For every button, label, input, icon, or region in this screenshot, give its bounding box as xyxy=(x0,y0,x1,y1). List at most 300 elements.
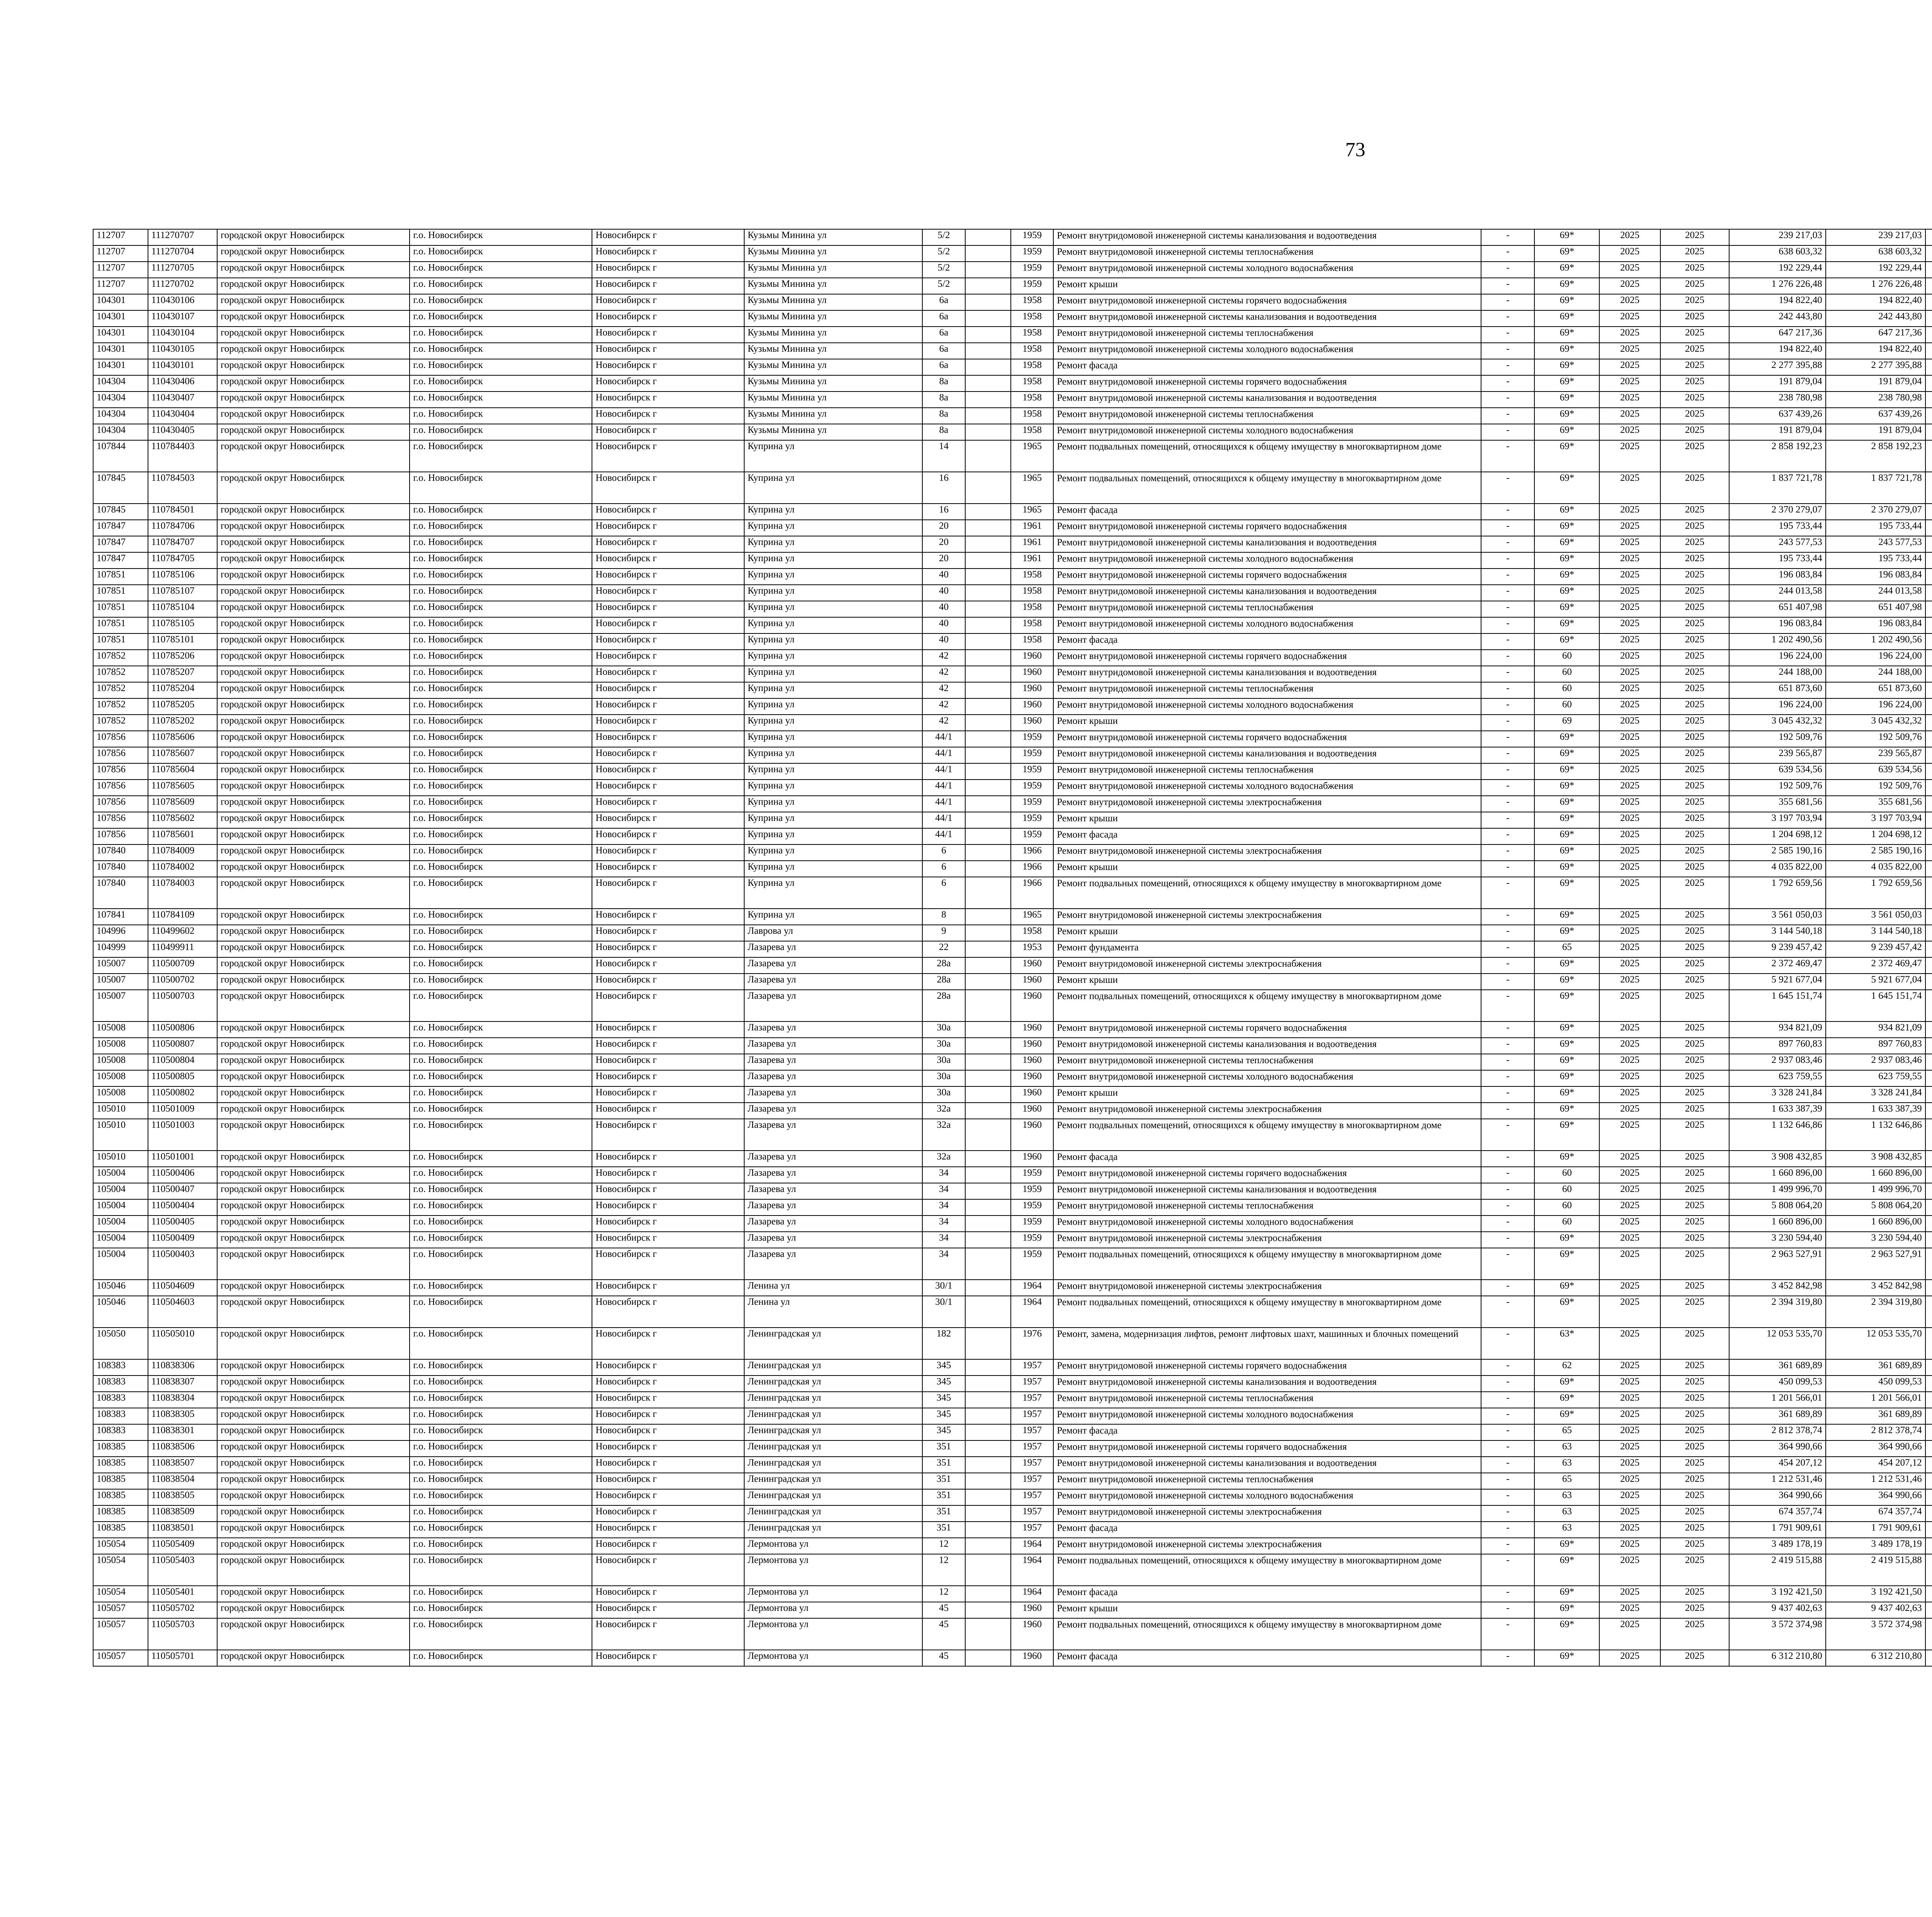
plan-year-from-cell: 2025 xyxy=(1599,1328,1660,1359)
district-cell: городской округ Новосибирск xyxy=(217,1070,410,1086)
district-cell: городской округ Новосибирск xyxy=(217,1328,410,1359)
total-cost-cell: 3 908 432,85 xyxy=(1729,1151,1826,1167)
house-number-cell: 8 xyxy=(922,909,965,925)
plan-year-from-cell: 2025 xyxy=(1599,1119,1660,1151)
year-built-cell: 1960 xyxy=(1011,1618,1053,1650)
building-cell xyxy=(965,504,1011,520)
wear-cell: 69* xyxy=(1534,278,1599,294)
house-id-cell: 107856 xyxy=(93,812,148,828)
building-cell xyxy=(965,1280,1011,1296)
house-id-cell: 107840 xyxy=(93,844,148,861)
fund-cost-cell: 651 407,98 xyxy=(1826,601,1925,617)
house-id-cell: 105046 xyxy=(93,1296,148,1328)
year-built-cell: 1960 xyxy=(1011,1602,1053,1618)
plan-year-from-cell: 2025 xyxy=(1599,1199,1660,1216)
district-cell: городской округ Новосибирск xyxy=(217,1489,410,1505)
wear-cell: 69* xyxy=(1534,1103,1599,1119)
table-row xyxy=(93,650,1932,666)
table-row xyxy=(93,1328,1932,1359)
building-cell xyxy=(965,1650,1011,1666)
building-cell xyxy=(965,747,1011,763)
district-cell: городской округ Новосибирск xyxy=(217,1021,410,1038)
work-type-cell: Ремонт крыши xyxy=(1053,1602,1481,1618)
table-row xyxy=(93,536,1932,552)
house-id-cell: 107841 xyxy=(93,909,148,925)
wear-cell: 69* xyxy=(1534,1119,1599,1151)
table-row xyxy=(93,1376,1932,1392)
house-id-cell: 112707 xyxy=(93,229,148,245)
table-row xyxy=(93,245,1932,262)
work-code-cell: 110784003 xyxy=(148,877,217,909)
district-cell: городской округ Новосибирск xyxy=(217,1473,410,1489)
district-cell: городской округ Новосибирск xyxy=(217,1151,410,1167)
source-1-cell xyxy=(1925,520,1932,536)
year-built-cell: 1960 xyxy=(1011,715,1053,731)
mark-cell: - xyxy=(1481,633,1534,650)
fund-cost-cell: 242 443,80 xyxy=(1826,310,1925,327)
year-built-cell: 1959 xyxy=(1011,796,1053,812)
locality-cell: Новосибирск г xyxy=(592,245,744,262)
source-1-cell xyxy=(1925,1424,1932,1440)
total-cost-cell: 195 733,44 xyxy=(1729,520,1826,536)
total-cost-cell: 1 660 896,00 xyxy=(1729,1216,1826,1232)
locality-cell: Новосибирск г xyxy=(592,1232,744,1248)
wear-cell: 69* xyxy=(1534,990,1599,1021)
house-id-cell: 104301 xyxy=(93,327,148,343)
table-row xyxy=(93,1408,1932,1424)
locality-cell: Новосибирск г xyxy=(592,1650,744,1666)
table-row xyxy=(93,585,1932,601)
wear-cell: 69* xyxy=(1534,1586,1599,1602)
building-cell xyxy=(965,1554,1011,1586)
plan-year-to-cell: 2025 xyxy=(1660,796,1729,812)
district-cell: городской округ Новосибирск xyxy=(217,1457,410,1473)
city-district-cell: г.о. Новосибирск xyxy=(410,294,592,310)
street-cell: Лермонтова ул xyxy=(744,1538,923,1554)
locality-cell: Новосибирск г xyxy=(592,1602,744,1618)
work-code-cell: 110838506 xyxy=(148,1440,217,1457)
locality-cell: Новосибирск г xyxy=(592,1021,744,1038)
work-code-cell: 110505701 xyxy=(148,1650,217,1666)
work-type-cell: Ремонт фундамента xyxy=(1053,941,1481,957)
mark-cell: - xyxy=(1481,1199,1534,1216)
plan-year-from-cell: 2025 xyxy=(1599,925,1660,941)
fund-cost-cell: 2 585 190,16 xyxy=(1826,844,1925,861)
table-row xyxy=(93,1457,1932,1473)
building-cell xyxy=(965,1424,1011,1440)
source-1-cell xyxy=(1925,1473,1932,1489)
plan-year-to-cell: 2025 xyxy=(1660,1408,1729,1424)
year-built-cell: 1961 xyxy=(1011,520,1053,536)
wear-cell: 65 xyxy=(1534,1424,1599,1440)
source-1-cell xyxy=(1925,650,1932,666)
house-id-cell: 107845 xyxy=(93,472,148,504)
locality-cell: Новосибирск г xyxy=(592,310,744,327)
work-code-cell: 110838505 xyxy=(148,1489,217,1505)
work-type-cell: Ремонт, замена, модернизация лифтов, ремонт лифтовых шахт, машинных и блочных помещений xyxy=(1053,1328,1481,1359)
mark-cell: - xyxy=(1481,1408,1534,1424)
city-district-cell: г.о. Новосибирск xyxy=(410,666,592,682)
source-1-cell xyxy=(1925,1232,1932,1248)
work-type-cell: Ремонт внутридомовой инженерной системы электроснабжения xyxy=(1053,844,1481,861)
table-row xyxy=(93,990,1932,1021)
work-type-cell: Ремонт внутридомовой инженерной системы канализования и водоотведения xyxy=(1053,1376,1481,1392)
wear-cell: 69* xyxy=(1534,877,1599,909)
work-type-cell: Ремонт внутридомовой инженерной системы горячего водоснабжения xyxy=(1053,1021,1481,1038)
plan-year-to-cell: 2025 xyxy=(1660,666,1729,682)
district-cell: городской округ Новосибирск xyxy=(217,601,410,617)
total-cost-cell: 2 858 192,23 xyxy=(1729,440,1826,472)
city-district-cell: г.о. Новосибирск xyxy=(410,520,592,536)
fund-cost-cell: 1 202 490,56 xyxy=(1826,633,1925,650)
work-type-cell: Ремонт внутридомовой инженерной системы канализования и водоотведения xyxy=(1053,1038,1481,1054)
house-id-cell: 107856 xyxy=(93,731,148,747)
building-cell xyxy=(965,861,1011,877)
district-cell: городской округ Новосибирск xyxy=(217,375,410,392)
wear-cell: 69* xyxy=(1534,375,1599,392)
source-1-cell xyxy=(1925,861,1932,877)
year-built-cell: 1964 xyxy=(1011,1586,1053,1602)
total-cost-cell: 196 083,84 xyxy=(1729,569,1826,585)
plan-year-from-cell: 2025 xyxy=(1599,440,1660,472)
year-built-cell: 1957 xyxy=(1011,1408,1053,1424)
work-type-cell: Ремонт крыши xyxy=(1053,1086,1481,1103)
table-row xyxy=(93,1183,1932,1199)
table-row xyxy=(93,1021,1932,1038)
locality-cell: Новосибирск г xyxy=(592,633,744,650)
street-cell: Ленинградская ул xyxy=(744,1440,923,1457)
source-1-cell xyxy=(1925,327,1932,343)
wear-cell: 69* xyxy=(1534,1650,1599,1666)
locality-cell: Новосибирск г xyxy=(592,1554,744,1586)
plan-year-to-cell: 2025 xyxy=(1660,440,1729,472)
total-cost-cell: 637 439,26 xyxy=(1729,408,1826,424)
work-type-cell: Ремонт фасада xyxy=(1053,1151,1481,1167)
year-built-cell: 1957 xyxy=(1011,1457,1053,1473)
plan-year-to-cell: 2025 xyxy=(1660,1183,1729,1199)
house-number-cell: 40 xyxy=(922,633,965,650)
plan-year-to-cell: 2025 xyxy=(1660,601,1729,617)
street-cell: Лазарева ул xyxy=(744,1103,923,1119)
table-row xyxy=(93,844,1932,861)
building-cell xyxy=(965,1392,1011,1408)
street-cell: Кузьмы Минина ул xyxy=(744,310,923,327)
mark-cell: - xyxy=(1481,1216,1534,1232)
street-cell: Кузьмы Минина ул xyxy=(744,375,923,392)
source-1-cell xyxy=(1925,715,1932,731)
mark-cell: - xyxy=(1481,245,1534,262)
year-built-cell: 1966 xyxy=(1011,861,1053,877)
street-cell: Куприна ул xyxy=(744,601,923,617)
plan-year-from-cell: 2025 xyxy=(1599,796,1660,812)
fund-cost-cell: 651 873,60 xyxy=(1826,682,1925,698)
year-built-cell: 1960 xyxy=(1011,1021,1053,1038)
locality-cell: Новосибирск г xyxy=(592,1280,744,1296)
house-number-cell: 42 xyxy=(922,650,965,666)
building-cell xyxy=(965,1376,1011,1392)
source-1-cell xyxy=(1925,1602,1932,1618)
city-district-cell: г.о. Новосибирск xyxy=(410,974,592,990)
district-cell: городской округ Новосибирск xyxy=(217,925,410,941)
source-1-cell xyxy=(1925,617,1932,633)
wear-cell: 69* xyxy=(1534,957,1599,974)
year-built-cell: 1965 xyxy=(1011,504,1053,520)
fund-cost-cell: 244 188,00 xyxy=(1826,666,1925,682)
wear-cell: 69* xyxy=(1534,343,1599,359)
source-1-cell xyxy=(1925,343,1932,359)
plan-year-from-cell: 2025 xyxy=(1599,1392,1660,1408)
fund-cost-cell: 243 577,53 xyxy=(1826,536,1925,552)
city-district-cell: г.о. Новосибирск xyxy=(410,796,592,812)
district-cell: городской округ Новосибирск xyxy=(217,861,410,877)
work-code-cell: 110785204 xyxy=(148,682,217,698)
building-cell xyxy=(965,1505,1011,1522)
plan-year-from-cell: 2025 xyxy=(1599,1602,1660,1618)
wear-cell: 69* xyxy=(1534,974,1599,990)
house-id-cell: 107844 xyxy=(93,440,148,472)
work-code-cell: 110501009 xyxy=(148,1103,217,1119)
building-cell xyxy=(965,990,1011,1021)
building-cell xyxy=(965,1248,1011,1280)
house-number-cell: 40 xyxy=(922,569,965,585)
locality-cell: Новосибирск г xyxy=(592,780,744,796)
work-code-cell: 110505703 xyxy=(148,1618,217,1650)
district-cell: городской округ Новосибирск xyxy=(217,1038,410,1054)
work-code-cell: 110838507 xyxy=(148,1457,217,1473)
plan-year-to-cell: 2025 xyxy=(1660,424,1729,440)
plan-year-from-cell: 2025 xyxy=(1599,1424,1660,1440)
house-number-cell: 30а xyxy=(922,1086,965,1103)
city-district-cell: г.о. Новосибирск xyxy=(410,359,592,375)
district-cell: городской округ Новосибирск xyxy=(217,1054,410,1070)
building-cell xyxy=(965,1103,1011,1119)
work-code-cell: 110785206 xyxy=(148,650,217,666)
table-row xyxy=(93,1359,1932,1376)
table-row xyxy=(93,974,1932,990)
house-number-cell: 30а xyxy=(922,1021,965,1038)
house-id-cell: 107851 xyxy=(93,585,148,601)
table-row xyxy=(93,359,1932,375)
total-cost-cell: 3 328 241,84 xyxy=(1729,1086,1826,1103)
street-cell: Ленинградская ул xyxy=(744,1473,923,1489)
house-id-cell: 108385 xyxy=(93,1522,148,1538)
total-cost-cell: 450 099,53 xyxy=(1729,1376,1826,1392)
table-row xyxy=(93,440,1932,472)
locality-cell: Новосибирск г xyxy=(592,294,744,310)
house-id-cell: 105054 xyxy=(93,1586,148,1602)
house-id-cell: 104301 xyxy=(93,359,148,375)
total-cost-cell: 5 808 064,20 xyxy=(1729,1199,1826,1216)
house-number-cell: 351 xyxy=(922,1457,965,1473)
city-district-cell: г.о. Новосибирск xyxy=(410,262,592,278)
source-1-cell xyxy=(1925,666,1932,682)
total-cost-cell: 1 204 698,12 xyxy=(1729,828,1826,844)
plan-year-to-cell: 2025 xyxy=(1660,1489,1729,1505)
mark-cell: - xyxy=(1481,1522,1534,1538)
street-cell: Куприна ул xyxy=(744,877,923,909)
wear-cell: 69* xyxy=(1534,262,1599,278)
house-id-cell: 108383 xyxy=(93,1392,148,1408)
total-cost-cell: 1 837 721,78 xyxy=(1729,472,1826,504)
year-built-cell: 1959 xyxy=(1011,278,1053,294)
house-id-cell: 105008 xyxy=(93,1070,148,1086)
city-district-cell: г.о. Новосибирск xyxy=(410,715,592,731)
total-cost-cell: 244 188,00 xyxy=(1729,666,1826,682)
total-cost-cell: 1 201 566,01 xyxy=(1729,1392,1826,1408)
total-cost-cell: 5 921 677,04 xyxy=(1729,974,1826,990)
locality-cell: Новосибирск г xyxy=(592,666,744,682)
wear-cell: 69* xyxy=(1534,1070,1599,1086)
locality-cell: Новосибирск г xyxy=(592,343,744,359)
building-cell xyxy=(965,1232,1011,1248)
year-built-cell: 1960 xyxy=(1011,1054,1053,1070)
source-1-cell xyxy=(1925,424,1932,440)
year-built-cell: 1957 xyxy=(1011,1424,1053,1440)
plan-year-from-cell: 2025 xyxy=(1599,909,1660,925)
total-cost-cell: 897 760,83 xyxy=(1729,1038,1826,1054)
year-built-cell: 1964 xyxy=(1011,1554,1053,1586)
year-built-cell: 1959 xyxy=(1011,828,1053,844)
building-cell xyxy=(965,715,1011,731)
table-row xyxy=(93,1296,1932,1328)
locality-cell: Новосибирск г xyxy=(592,861,744,877)
mark-cell: - xyxy=(1481,359,1534,375)
table-row xyxy=(93,229,1932,245)
work-type-cell: Ремонт внутридомовой инженерной системы электроснабжения xyxy=(1053,1103,1481,1119)
building-cell xyxy=(965,1167,1011,1183)
plan-year-from-cell: 2025 xyxy=(1599,617,1660,633)
building-cell xyxy=(965,1296,1011,1328)
building-cell xyxy=(965,1586,1011,1602)
street-cell: Куприна ул xyxy=(744,440,923,472)
work-type-cell: Ремонт крыши xyxy=(1053,861,1481,877)
work-code-cell: 110784503 xyxy=(148,472,217,504)
table-row xyxy=(93,601,1932,617)
source-1-cell xyxy=(1925,504,1932,520)
district-cell: городской округ Новосибирск xyxy=(217,828,410,844)
source-1-cell xyxy=(1925,392,1932,408)
house-number-cell: 30а xyxy=(922,1038,965,1054)
mark-cell: - xyxy=(1481,375,1534,392)
plan-year-to-cell: 2025 xyxy=(1660,278,1729,294)
fund-cost-cell: 3 908 432,85 xyxy=(1826,1151,1925,1167)
plan-year-from-cell: 2025 xyxy=(1599,520,1660,536)
mark-cell: - xyxy=(1481,1070,1534,1086)
mark-cell: - xyxy=(1481,1650,1534,1666)
work-code-cell: 110784002 xyxy=(148,861,217,877)
fund-cost-cell: 639 534,56 xyxy=(1826,763,1925,780)
mark-cell: - xyxy=(1481,278,1534,294)
street-cell: Лазарева ул xyxy=(744,974,923,990)
house-number-cell: 345 xyxy=(922,1392,965,1408)
city-district-cell: г.о. Новосибирск xyxy=(410,392,592,408)
mark-cell: - xyxy=(1481,780,1534,796)
total-cost-cell: 9 437 402,63 xyxy=(1729,1602,1826,1618)
work-type-cell: Ремонт подвальных помещений, относящихся к общему имуществу в многоквартирном доме xyxy=(1053,1618,1481,1650)
table-row xyxy=(93,1119,1932,1151)
plan-year-to-cell: 2025 xyxy=(1660,1151,1729,1167)
source-1-cell xyxy=(1925,601,1932,617)
city-district-cell: г.о. Новосибирск xyxy=(410,408,592,424)
work-type-cell: Ремонт подвальных помещений, относящихся к общему имуществу в многоквартирном доме xyxy=(1053,1248,1481,1280)
source-1-cell xyxy=(1925,229,1932,245)
source-1-cell xyxy=(1925,796,1932,812)
mark-cell: - xyxy=(1481,763,1534,780)
house-id-cell: 105004 xyxy=(93,1167,148,1183)
city-district-cell: г.о. Новосибирск xyxy=(410,1538,592,1554)
plan-year-from-cell: 2025 xyxy=(1599,812,1660,828)
street-cell: Куприна ул xyxy=(744,844,923,861)
plan-year-to-cell: 2025 xyxy=(1660,262,1729,278)
locality-cell: Новосибирск г xyxy=(592,262,744,278)
city-district-cell: г.о. Новосибирск xyxy=(410,327,592,343)
work-type-cell: Ремонт крыши xyxy=(1053,812,1481,828)
total-cost-cell: 651 873,60 xyxy=(1729,682,1826,698)
plan-year-to-cell: 2025 xyxy=(1660,731,1729,747)
wear-cell: 63 xyxy=(1534,1505,1599,1522)
work-code-cell: 110505403 xyxy=(148,1554,217,1586)
mark-cell: - xyxy=(1481,262,1534,278)
mark-cell: - xyxy=(1481,715,1534,731)
wear-cell: 69* xyxy=(1534,780,1599,796)
mark-cell: - xyxy=(1481,440,1534,472)
mark-cell: - xyxy=(1481,1554,1534,1586)
house-number-cell: 40 xyxy=(922,601,965,617)
plan-year-from-cell: 2025 xyxy=(1599,1280,1660,1296)
table-row xyxy=(93,472,1932,504)
wear-cell: 69* xyxy=(1534,552,1599,569)
source-1-cell xyxy=(1925,698,1932,715)
city-district-cell: г.о. Новосибирск xyxy=(410,861,592,877)
plan-year-from-cell: 2025 xyxy=(1599,310,1660,327)
work-type-cell: Ремонт фасада xyxy=(1053,1522,1481,1538)
house-number-cell: 44/1 xyxy=(922,747,965,763)
district-cell: городской округ Новосибирск xyxy=(217,1280,410,1296)
work-code-cell: 110430107 xyxy=(148,310,217,327)
street-cell: Ленинградская ул xyxy=(744,1424,923,1440)
total-cost-cell: 934 821,09 xyxy=(1729,1021,1826,1038)
house-id-cell: 108385 xyxy=(93,1473,148,1489)
house-id-cell: 107840 xyxy=(93,861,148,877)
work-type-cell: Ремонт подвальных помещений, относящихся к общему имуществу в многоквартирном доме xyxy=(1053,440,1481,472)
building-cell xyxy=(965,1086,1011,1103)
plan-year-from-cell: 2025 xyxy=(1599,747,1660,763)
building-cell xyxy=(965,392,1011,408)
year-built-cell: 1959 xyxy=(1011,1167,1053,1183)
work-code-cell: 110500709 xyxy=(148,957,217,974)
street-cell: Лазарева ул xyxy=(744,1070,923,1086)
table-row xyxy=(93,861,1932,877)
work-type-cell: Ремонт внутридомовой инженерной системы холодного водоснабжения xyxy=(1053,698,1481,715)
source-1-cell xyxy=(1925,1650,1932,1666)
wear-cell: 69* xyxy=(1534,1248,1599,1280)
table-row xyxy=(93,780,1932,796)
fund-cost-cell: 244 013,58 xyxy=(1826,585,1925,601)
house-number-cell: 32а xyxy=(922,1151,965,1167)
source-1-cell xyxy=(1925,1328,1932,1359)
source-1-cell xyxy=(1925,1489,1932,1505)
year-built-cell: 1953 xyxy=(1011,941,1053,957)
street-cell: Кузьмы Минина ул xyxy=(744,327,923,343)
mark-cell: - xyxy=(1481,1602,1534,1618)
total-cost-cell: 454 207,12 xyxy=(1729,1457,1826,1473)
house-number-cell: 5/2 xyxy=(922,262,965,278)
source-1-cell xyxy=(1925,1586,1932,1602)
plan-year-to-cell: 2025 xyxy=(1660,650,1729,666)
year-built-cell: 1976 xyxy=(1011,1328,1053,1359)
street-cell: Куприна ул xyxy=(744,633,923,650)
fund-cost-cell: 1 645 151,74 xyxy=(1826,990,1925,1021)
